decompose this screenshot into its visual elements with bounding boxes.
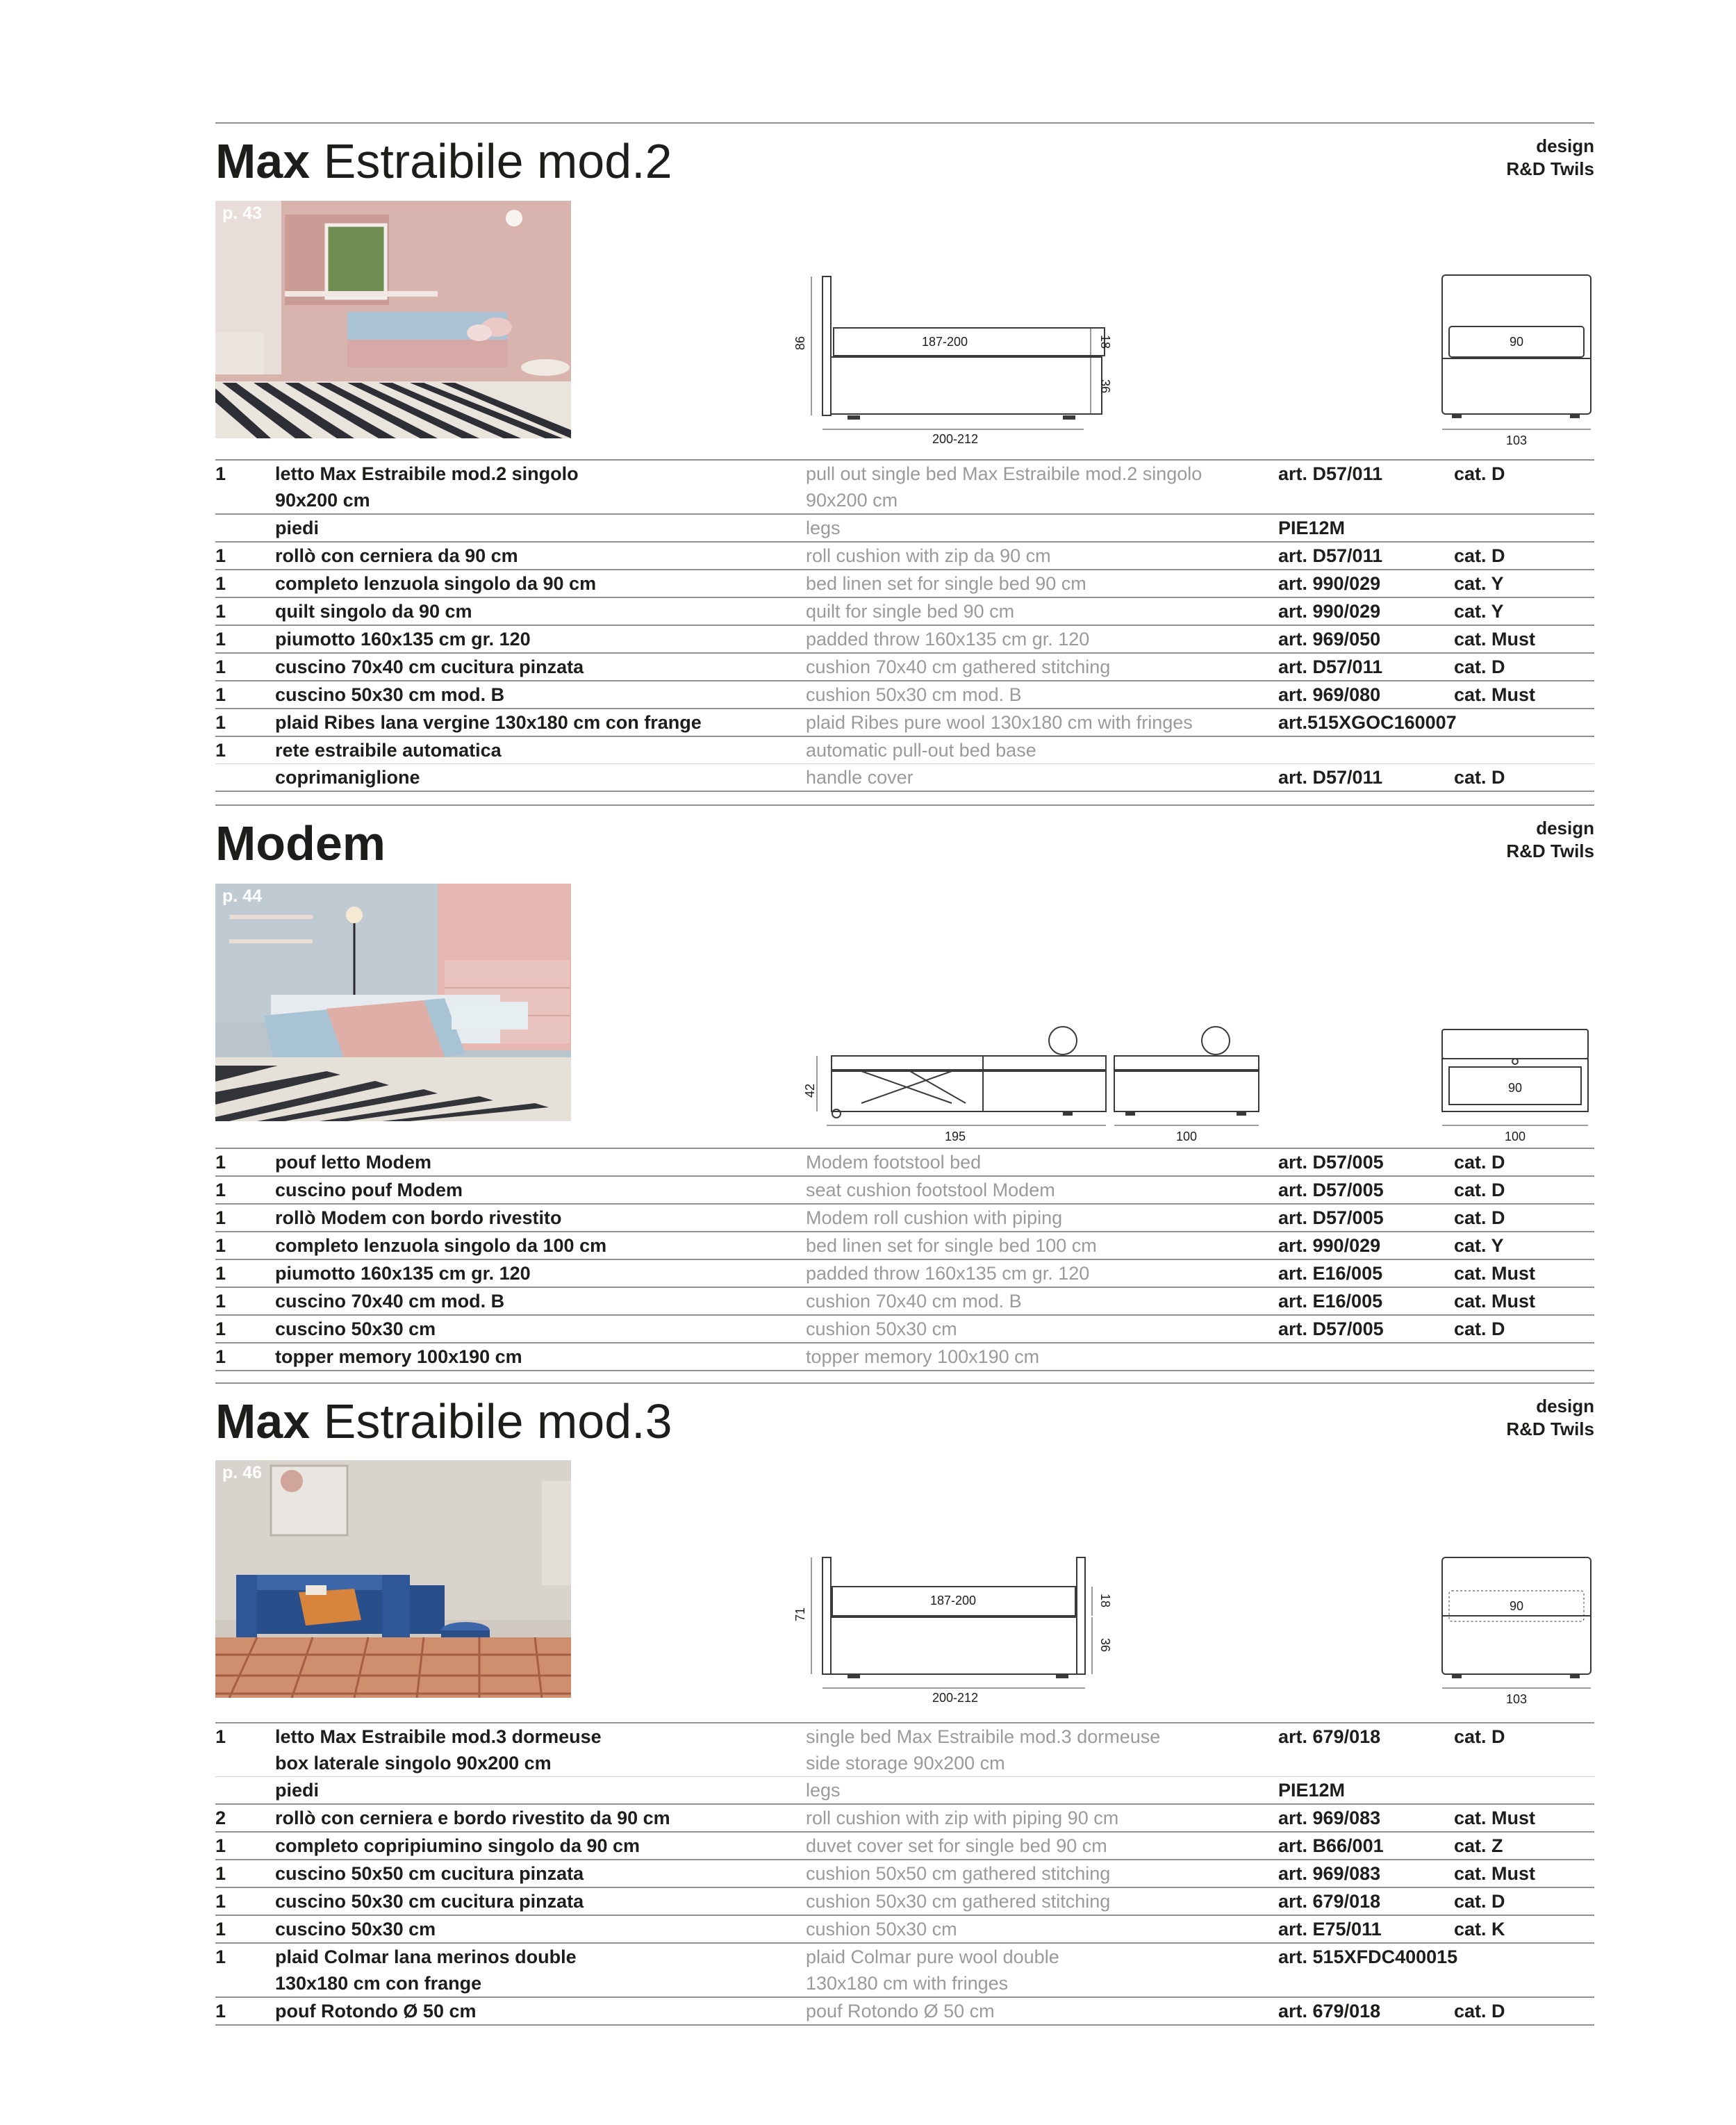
row-item-en: seat cushion footstool Modem <box>806 1180 1055 1200</box>
row-article: art. 969/050 <box>1278 629 1381 650</box>
row-article: art.515XGOC160007 <box>1278 712 1457 733</box>
table-row <box>215 1723 1594 1777</box>
row-qty: 1 <box>215 740 226 761</box>
row-category: cat. Z <box>1454 1835 1503 1856</box>
row-article: art. 515XFDC400015 <box>1278 1946 1458 1967</box>
row-item-en: cushion 50x30 cm <box>806 1919 957 1940</box>
row-item-en: Modem footstool bed <box>806 1152 982 1173</box>
row-item-it: letto Max Estraibile mod.3 dormeuse box laterale singolo 90x200 cm <box>275 1726 602 1773</box>
row-qty: 1 <box>215 2001 226 2021</box>
table-row <box>215 1343 1594 1371</box>
row-qty: 1 <box>215 684 226 705</box>
row-category: cat. Must <box>1454 1263 1536 1284</box>
side-view-drawing <box>793 268 1112 449</box>
row-item-en: cushion 50x30 cm gathered stitching <box>806 1891 1111 1912</box>
row-item-en: roll cushion with zip da 90 cm <box>806 545 1051 566</box>
table-row <box>215 1177 1594 1205</box>
row-item-en: padded throw 160x135 cm gr. 120 <box>806 1263 1090 1284</box>
dim-mattress-height: 18 <box>1098 1594 1112 1608</box>
table-row <box>215 1860 1594 1888</box>
dim-height: 71 <box>793 1607 807 1621</box>
row-article: art. D57/011 <box>1278 463 1383 484</box>
row-item-it: completo copripiumino singolo da 90 cm <box>275 1835 640 1856</box>
table-row <box>215 626 1594 654</box>
row-item-it: cuscino 50x30 cm <box>275 1318 436 1339</box>
row-category: cat. D <box>1454 2001 1505 2021</box>
row-item-en: legs <box>806 518 841 538</box>
table-row <box>215 709 1594 737</box>
side-view-drawing <box>793 1549 1112 1709</box>
table-row <box>215 1777 1594 1805</box>
row-category: cat. Must <box>1454 629 1536 650</box>
row-category: cat. Must <box>1454 1808 1536 1828</box>
row-item-en: roll cushion with zip with piping 90 cm <box>806 1808 1119 1828</box>
row-item-it: cuscino 50x50 cm cucitura pinzata <box>275 1863 584 1884</box>
component-table <box>215 1148 1594 1371</box>
row-article: art. 990/029 <box>1278 573 1381 594</box>
table-row <box>215 1998 1594 2026</box>
row-category: cat. D <box>1454 1318 1505 1339</box>
table-row <box>215 515 1594 543</box>
front-view-drawing <box>1431 1549 1598 1709</box>
row-article: art. E16/005 <box>1278 1291 1383 1312</box>
page-reference: p. 43 <box>222 204 262 223</box>
row-item-en: cushion 50x50 cm gathered stitching <box>806 1863 1111 1884</box>
product-photo <box>215 884 571 1121</box>
pouf-view-drawing <box>1105 1013 1264 1152</box>
row-item-it: rete estraibile automatica <box>275 740 502 761</box>
row-item-en: handle cover <box>806 767 914 788</box>
row-category: cat. Must <box>1454 1291 1536 1312</box>
dim-length: 187-200 <box>921 335 968 349</box>
row-article: art. D57/005 <box>1278 1318 1384 1339</box>
row-qty: 1 <box>215 1863 226 1884</box>
table-row <box>215 1316 1594 1343</box>
row-qty: 1 <box>215 573 226 594</box>
table-row <box>215 1944 1594 1998</box>
front-view-drawing <box>1438 1013 1598 1152</box>
table-row <box>215 1149 1594 1177</box>
row-qty: 1 <box>215 601 226 622</box>
table-row <box>215 1260 1594 1288</box>
dim-length: 187-200 <box>929 1594 977 1607</box>
row-qty: 1 <box>215 712 226 733</box>
row-item-en: cushion 70x40 cm mod. B <box>806 1291 1022 1312</box>
product-title: Modem <box>215 816 386 870</box>
designer-credit: design R&D Twils <box>1506 1396 1594 1439</box>
row-qty: 1 <box>215 1946 226 1967</box>
row-category: cat. Must <box>1454 684 1536 705</box>
row-category: cat. Y <box>1454 601 1504 622</box>
row-category: cat. Y <box>1454 573 1504 594</box>
table-row <box>215 1805 1594 1833</box>
row-item-en: quilt for single bed 90 cm <box>806 601 1015 622</box>
row-article: art. D57/011 <box>1278 767 1383 788</box>
section-divider <box>215 1382 1594 1384</box>
table-row <box>215 1232 1594 1260</box>
row-category: cat. D <box>1454 545 1505 566</box>
row-qty: 1 <box>215 1180 226 1200</box>
designer-credit: design R&D Twils <box>1506 135 1594 179</box>
dim-length: 195 <box>944 1130 966 1143</box>
row-item-it: cuscino 50x30 cm mod. B <box>275 684 505 705</box>
dim-mattress-height: 18 <box>1098 335 1112 349</box>
row-article: art. E16/005 <box>1278 1263 1383 1284</box>
row-qty: 1 <box>215 1263 226 1284</box>
row-item-it: piedi <box>275 1780 320 1801</box>
row-qty: 1 <box>215 629 226 650</box>
row-item-it: piumotto 160x135 cm gr. 120 <box>275 1263 531 1284</box>
row-category: cat. D <box>1454 1180 1505 1200</box>
dim-width: 90 <box>1507 1081 1523 1095</box>
row-category: cat. Must <box>1454 1863 1536 1884</box>
dim-total-width: 103 <box>1505 1692 1528 1706</box>
row-category: cat. D <box>1454 463 1505 484</box>
row-item-it: piedi <box>275 518 320 538</box>
row-item-it: pouf letto Modem <box>275 1152 431 1173</box>
table-row <box>215 737 1594 764</box>
row-item-it: cuscino 70x40 cm cucitura pinzata <box>275 656 584 677</box>
row-item-it: rollò Modem con bordo rivestito <box>275 1207 562 1228</box>
row-item-it: cuscino 50x30 cm cucitura pinzata <box>275 1891 584 1912</box>
table-row <box>215 1888 1594 1916</box>
row-category: cat. K <box>1454 1919 1505 1940</box>
row-article: PIE12M <box>1278 518 1346 538</box>
row-item-en: topper memory 100x190 cm <box>806 1346 1040 1367</box>
row-item-it: pouf Rotondo Ø 50 cm <box>275 2001 477 2021</box>
row-item-en: plaid Colmar pure wool double 130x180 cm with fringes <box>806 1946 1059 1994</box>
row-qty: 1 <box>215 1726 226 1747</box>
row-article: art. D57/005 <box>1278 1207 1384 1228</box>
table-row <box>215 543 1594 570</box>
row-item-en: pouf Rotondo Ø 50 cm <box>806 2001 995 2021</box>
row-qty: 1 <box>215 463 226 484</box>
row-article: art. 990/029 <box>1278 1235 1381 1256</box>
side-view-drawing <box>803 1013 1098 1152</box>
dim-height: 86 <box>793 336 807 350</box>
designer-credit: design R&D Twils <box>1506 818 1594 861</box>
row-item-it: piumotto 160x135 cm gr. 120 <box>275 629 531 650</box>
row-item-en: plaid Ribes pure wool 130x180 cm with fringes <box>806 712 1193 733</box>
row-qty: 2 <box>215 1808 226 1828</box>
product-title: Max Estraibile mod.2 <box>215 134 672 188</box>
row-item-en: automatic pull-out bed base <box>806 740 1036 761</box>
row-item-it: rollò con cerniera e bordo rivestito da 90 cm <box>275 1808 670 1828</box>
row-qty: 1 <box>215 1207 226 1228</box>
dim-base-height: 36 <box>1098 1638 1112 1653</box>
row-qty: 1 <box>215 1835 226 1856</box>
row-article: art. 969/080 <box>1278 684 1381 705</box>
row-item-it: completo lenzuola singolo da 100 cm <box>275 1235 607 1256</box>
row-category: cat. D <box>1454 656 1505 677</box>
table-row <box>215 654 1594 681</box>
row-article: art. 990/029 <box>1278 601 1381 622</box>
row-item-en: legs <box>806 1780 841 1801</box>
page-reference: p. 46 <box>222 1463 262 1482</box>
row-qty: 1 <box>215 1318 226 1339</box>
table-row <box>215 461 1594 515</box>
table-row <box>215 764 1594 792</box>
row-qty: 1 <box>215 1235 226 1256</box>
section-divider <box>215 122 1594 124</box>
row-item-it: completo lenzuola singolo da 90 cm <box>275 573 597 594</box>
row-article: art. 969/083 <box>1278 1808 1381 1828</box>
row-article: art. D57/005 <box>1278 1152 1384 1173</box>
row-item-en: cushion 50x30 cm <box>806 1318 957 1339</box>
product-title: Max Estraibile mod.3 <box>215 1394 672 1448</box>
row-category: cat. D <box>1454 1207 1505 1228</box>
row-article: PIE12M <box>1278 1780 1346 1801</box>
dim-pouf-length: 100 <box>1175 1130 1198 1143</box>
table-row <box>215 1288 1594 1316</box>
row-article: art. 679/018 <box>1278 1891 1381 1912</box>
row-article: art. D57/011 <box>1278 656 1383 677</box>
table-row <box>215 1916 1594 1944</box>
row-item-it: rollò con cerniera da 90 cm <box>275 545 518 566</box>
row-qty: 1 <box>215 1919 226 1940</box>
row-item-en: padded throw 160x135 cm gr. 120 <box>806 629 1090 650</box>
row-item-en: duvet cover set for single bed 90 cm <box>806 1835 1107 1856</box>
row-category: cat. D <box>1454 1891 1505 1912</box>
row-item-it: plaid Ribes lana vergine 130x180 cm con frange <box>275 712 702 733</box>
row-article: art. D57/011 <box>1278 545 1383 566</box>
row-item-en: single bed Max Estraibile mod.3 dormeuse side storage 90x200 cm <box>806 1726 1161 1773</box>
component-table <box>215 1722 1594 2026</box>
dim-total-length: 200-212 <box>932 432 979 446</box>
row-category: cat. Y <box>1454 1235 1504 1256</box>
row-item-en: bed linen set for single bed 90 cm <box>806 573 1086 594</box>
dim-width: 90 <box>1509 1599 1524 1613</box>
row-item-en: cushion 70x40 cm gathered stitching <box>806 656 1111 677</box>
row-category: cat. D <box>1454 767 1505 788</box>
row-item-en: bed linen set for single bed 100 cm <box>806 1235 1097 1256</box>
row-item-it: topper memory 100x190 cm <box>275 1346 522 1367</box>
dim-height: 42 <box>803 1083 817 1098</box>
dim-total-length: 200-212 <box>932 1691 979 1705</box>
front-view-drawing <box>1431 268 1598 447</box>
product-photo <box>215 201 571 438</box>
row-article: art. 679/018 <box>1278 1726 1381 1747</box>
table-row <box>215 1205 1594 1232</box>
product-photo <box>215 1460 571 1698</box>
row-category: cat. D <box>1454 1152 1505 1173</box>
table-row <box>215 570 1594 598</box>
row-item-it: coprimaniglione <box>275 767 420 788</box>
row-item-it: letto Max Estraibile mod.2 singolo 90x200 cm <box>275 463 579 511</box>
dim-base-height: 36 <box>1098 379 1112 394</box>
row-qty: 1 <box>215 1891 226 1912</box>
row-category: cat. D <box>1454 1726 1505 1747</box>
row-qty: 1 <box>215 1346 226 1367</box>
row-article: art. D57/005 <box>1278 1180 1384 1200</box>
row-article: art. 679/018 <box>1278 2001 1381 2021</box>
row-item-it: cuscino 50x30 cm <box>275 1919 436 1940</box>
row-item-en: Modem roll cushion with piping <box>806 1207 1063 1228</box>
row-item-it: plaid Colmar lana merinos double 130x180 cm con frange <box>275 1946 577 1994</box>
row-qty: 1 <box>215 656 226 677</box>
component-table <box>215 459 1594 792</box>
page-reference: p. 44 <box>222 886 262 906</box>
table-row <box>215 1833 1594 1860</box>
row-article: art. 969/083 <box>1278 1863 1381 1884</box>
table-row <box>215 598 1594 626</box>
row-item-en: cushion 50x30 cm mod. B <box>806 684 1022 705</box>
dim-total-width: 100 <box>1504 1130 1526 1143</box>
row-qty: 1 <box>215 1291 226 1312</box>
row-qty: 1 <box>215 1152 226 1173</box>
row-article: art. B66/001 <box>1278 1835 1384 1856</box>
row-item-it: cuscino 70x40 cm mod. B <box>275 1291 505 1312</box>
dim-total-width: 103 <box>1505 433 1528 447</box>
dim-width: 90 <box>1509 335 1524 349</box>
table-row <box>215 681 1594 709</box>
row-item-it: cuscino pouf Modem <box>275 1180 463 1200</box>
row-qty: 1 <box>215 545 226 566</box>
row-item-it: quilt singolo da 90 cm <box>275 601 472 622</box>
section-divider <box>215 804 1594 806</box>
row-article: art. E75/011 <box>1278 1919 1382 1940</box>
row-item-en: pull out single bed Max Estraibile mod.2 singolo 90x200 cm <box>806 463 1202 511</box>
